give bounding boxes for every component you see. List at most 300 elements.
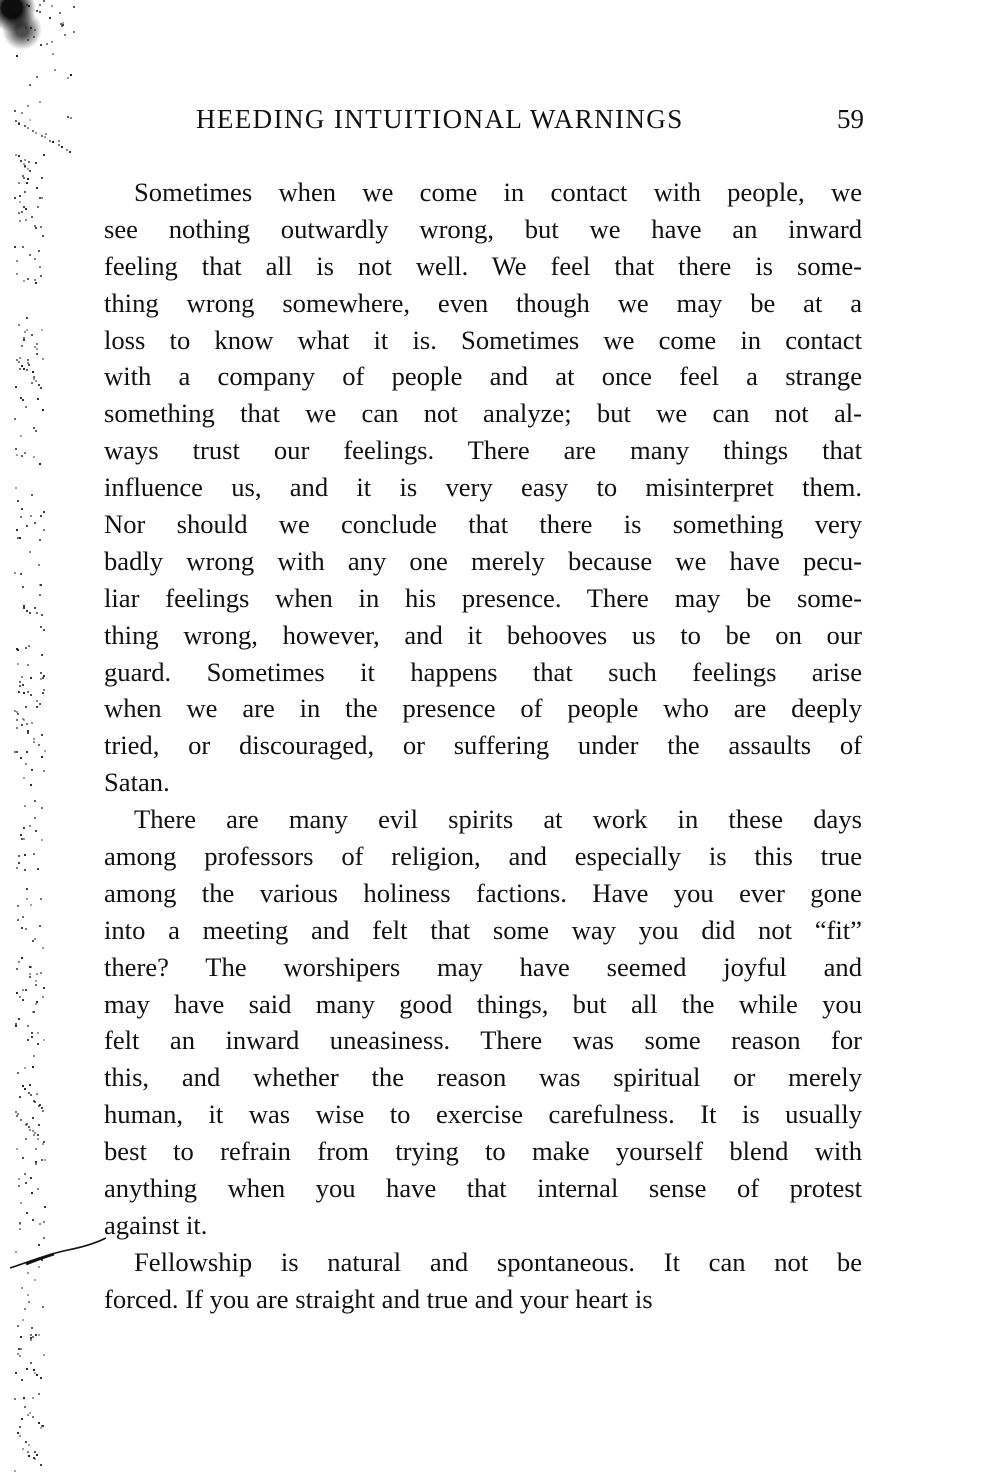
scan-speck <box>20 160 22 162</box>
scan-speck <box>34 225 36 227</box>
scan-speck <box>27 127 29 129</box>
scan-speck <box>20 1119 22 1121</box>
scan-speck <box>39 594 41 596</box>
scan-speck <box>17 919 19 921</box>
scan-speck <box>30 27 32 29</box>
scan-speck <box>39 925 41 927</box>
text-line: tried, or discouraged, or suffering under the assaults of <box>104 730 862 761</box>
scan-speck <box>19 201 21 203</box>
scan-speck <box>31 1032 33 1034</box>
paragraph <box>104 801 862 1244</box>
scan-speck <box>36 706 38 708</box>
scan-speck <box>39 101 41 103</box>
scan-speck <box>26 751 28 753</box>
scan-speck <box>15 386 17 388</box>
scan-speck <box>19 1228 21 1230</box>
scan-speck <box>36 1454 38 1456</box>
scan-speck <box>24 1173 26 1175</box>
scan-speck <box>26 888 28 890</box>
scan-speck <box>44 136 46 138</box>
scan-speck <box>31 1327 33 1329</box>
scan-speck <box>27 664 29 666</box>
scan-speck <box>29 973 31 975</box>
scan-speck <box>27 178 29 180</box>
scan-speck <box>30 1337 32 1339</box>
scan-speck <box>24 125 26 127</box>
scan-speck <box>29 551 31 553</box>
scan-speck <box>27 691 29 693</box>
scan-speck <box>33 456 35 458</box>
scan-speck <box>37 1032 39 1034</box>
body-text <box>104 174 862 1318</box>
scan-speck <box>51 5 53 7</box>
scan-speck <box>32 1066 34 1068</box>
scan-speck <box>43 689 45 691</box>
scan-speck <box>14 110 16 112</box>
scan-speck <box>36 343 38 345</box>
scan-speck <box>14 197 16 199</box>
scan-speck <box>39 11 41 13</box>
text-line: when we are in the presence of people who are deeply <box>104 693 862 724</box>
scan-speck <box>28 5 30 7</box>
scan-speck <box>43 770 45 772</box>
scan-speck <box>52 53 54 55</box>
scan-speck <box>39 266 41 268</box>
scan-speck <box>20 1336 22 1338</box>
scan-speck <box>36 1093 38 1095</box>
text-line: thing wrong, however, and it behooves us to be on our <box>104 619 862 650</box>
text-line: Satan. <box>104 767 170 798</box>
scan-speck <box>28 364 30 366</box>
scan-speck <box>27 359 29 361</box>
scan-speck <box>67 77 69 79</box>
scan-speck <box>21 112 23 114</box>
running-header <box>196 104 864 138</box>
scan-speck <box>36 700 38 702</box>
text-line: There are many evil spirits at work in these days <box>134 804 862 835</box>
scan-speck <box>31 769 33 771</box>
scan-speck <box>62 24 64 26</box>
scan-speck <box>27 362 29 364</box>
scan-speck <box>22 1448 24 1450</box>
scan-speck <box>29 1412 31 1414</box>
scan-speck <box>54 69 56 71</box>
scan-speck <box>36 1001 38 1003</box>
scan-speck <box>25 1138 27 1140</box>
scan-speck <box>26 317 28 319</box>
scan-speck <box>18 324 20 326</box>
scan-speck <box>23 177 25 179</box>
scan-speck <box>35 380 37 382</box>
scan-speck <box>20 1348 22 1350</box>
scan-speck <box>42 235 44 237</box>
scan-speck <box>31 494 33 496</box>
scan-speck <box>39 539 41 541</box>
scan-speck <box>35 980 37 982</box>
scan-speck <box>32 1219 34 1221</box>
scan-speck <box>15 154 17 156</box>
scan-speck <box>40 898 42 900</box>
scan-speck <box>36 187 38 189</box>
scan-speck <box>40 1377 42 1379</box>
scan-speck <box>42 1143 44 1145</box>
scan-speck <box>30 1339 32 1341</box>
scan-speck <box>26 1212 28 1214</box>
scan-speck <box>29 612 31 614</box>
text-line: thing wrong somewhere, even though we may be at a <box>104 287 862 318</box>
scan-speck <box>32 940 34 942</box>
scan-speck <box>22 246 24 248</box>
scan-speck <box>23 337 25 339</box>
scan-speck <box>30 904 32 906</box>
scan-speck <box>22 1319 24 1321</box>
text-line: against it. <box>104 1209 208 1240</box>
scan-speck <box>33 36 35 38</box>
scan-speck <box>23 719 25 721</box>
scan-speck <box>38 1334 40 1336</box>
scan-speck <box>42 947 44 949</box>
scan-speck <box>24 854 26 856</box>
scan-speck <box>17 663 19 665</box>
scan-speck <box>25 219 27 221</box>
scan-speck <box>43 511 45 513</box>
scan-speck <box>20 516 22 518</box>
scan-speck <box>34 1451 36 1453</box>
scan-speck <box>21 957 23 959</box>
scan-speck <box>36 1374 38 1376</box>
scan-speck <box>16 719 18 721</box>
scan-speck <box>34 279 36 281</box>
scan-speck <box>43 0 45 2</box>
scan-speck <box>43 629 45 631</box>
text-line: something that we can not analyze; but we can not al- <box>104 398 862 429</box>
scan-speck <box>21 724 23 726</box>
scan-speck <box>49 17 51 19</box>
scan-speck <box>18 961 20 963</box>
scan-speck <box>24 191 26 193</box>
scan-speck <box>29 254 31 256</box>
text-line: influence us, and it is very easy to misinterpret them. <box>104 472 862 503</box>
scan-speck <box>25 1182 27 1184</box>
scan-speck <box>22 916 24 918</box>
scan-speck <box>22 684 24 686</box>
scan-speck <box>19 1222 21 1224</box>
scan-speck <box>21 345 23 347</box>
scan-speck <box>19 1096 21 1098</box>
scan-speck <box>28 1455 30 1457</box>
scan-speck <box>18 691 20 693</box>
scan-speck <box>15 448 17 450</box>
scan-speck <box>19 537 21 539</box>
scan-speck <box>19 681 21 683</box>
scan-speck <box>17 1432 19 1434</box>
text-line: among professors of religion, and especially is this true <box>104 841 862 872</box>
scan-speck <box>41 1107 43 1109</box>
scan-speck <box>18 155 20 157</box>
text-line: feeling that all is not well. We feel that there is some- <box>104 250 862 281</box>
scan-speck <box>20 573 22 575</box>
scan-speck <box>30 677 32 679</box>
scan-speck <box>26 182 28 184</box>
scan-speck <box>26 723 28 725</box>
scan-speck <box>34 1101 36 1103</box>
scan-speck <box>33 741 35 743</box>
scan-speck <box>32 1416 34 1418</box>
scan-speck <box>20 435 22 437</box>
scan-speck <box>38 744 40 746</box>
scan-speck <box>37 1138 39 1140</box>
scan-speck <box>18 1185 20 1187</box>
scan-speck <box>18 361 20 363</box>
scan-speck <box>29 966 31 968</box>
scan-speck <box>27 1025 29 1027</box>
scan-speck <box>24 1088 26 1090</box>
scan-speck <box>35 162 37 164</box>
scan-speck <box>41 329 43 331</box>
scan-speck <box>36 10 38 12</box>
text-line: see nothing outwardly wrong, but we have an inward <box>104 213 862 244</box>
scan-speck <box>29 976 31 978</box>
text-line: there? The worshipers may have seemed joyful and <box>104 951 862 982</box>
scan-speck <box>70 74 72 76</box>
scan-speck <box>35 132 37 134</box>
scan-speck <box>40 1427 42 1429</box>
scan-speck <box>17 713 19 715</box>
scan-speck <box>25 208 27 210</box>
scan-speck <box>17 500 19 502</box>
scan-speck <box>21 508 23 510</box>
scan-speck <box>40 584 42 586</box>
scan-speck <box>17 1325 19 1327</box>
scan-speck <box>46 43 48 45</box>
scan-speck <box>21 676 23 678</box>
scan-speck <box>23 827 25 829</box>
scan-speck <box>40 972 42 974</box>
scan-speck <box>18 123 20 125</box>
scan-speck <box>66 149 68 151</box>
scan-speck <box>14 246 16 248</box>
pen-stroke-mark <box>8 1236 108 1276</box>
scan-speck <box>34 29 36 31</box>
scan-speck <box>25 27 27 29</box>
scan-speck <box>31 216 33 218</box>
scan-speck <box>42 409 44 411</box>
text-line: forced. If you are straight and true and your heart is <box>104 1283 653 1314</box>
scan-speck <box>73 31 75 33</box>
scan-speck <box>24 331 26 333</box>
scan-speck <box>18 1178 20 1180</box>
text-line: Fellowship is natural and spontaneous. It can not be <box>134 1246 862 1277</box>
scan-speck <box>20 834 22 836</box>
text-line: best to refrain from trying to make yourself blend with <box>104 1136 862 1167</box>
scan-speck <box>24 452 26 454</box>
text-line: among the various holiness factions. Have you ever gone <box>104 877 862 908</box>
scan-speck <box>31 334 33 336</box>
scan-speck <box>37 1188 39 1190</box>
scan-speck <box>21 927 23 929</box>
scan-speck <box>22 1157 24 1159</box>
scan-speck <box>23 1397 25 1399</box>
scan-speck <box>40 44 42 46</box>
text-line: badly wrong with any one merely because we have pecu- <box>104 545 862 576</box>
text-line: into a meeting and felt that some way you did not “fit” <box>104 914 862 945</box>
text-line: anything when you have that internal sense of protest <box>104 1173 862 1204</box>
scan-speck <box>32 1117 34 1119</box>
scan-speck <box>26 369 28 371</box>
text-line: may have said many good things, but all the while you <box>104 988 862 1019</box>
scan-speck <box>39 1223 41 1225</box>
scan-speck <box>61 146 63 148</box>
text-line: Sometimes when we come in contact with people, we <box>134 177 862 207</box>
scan-speck <box>43 1039 45 1041</box>
scan-speck <box>41 614 43 616</box>
scan-speck <box>14 751 16 753</box>
scan-speck <box>40 515 42 517</box>
scan-speck <box>35 227 37 229</box>
scan-speck <box>22 399 24 401</box>
scan-speck <box>33 427 35 429</box>
running-title: HEEDING INTUITIONAL WARNINGS <box>196 104 684 134</box>
scan-speck <box>40 672 42 674</box>
scan-speck <box>69 151 71 153</box>
scan-speck <box>18 182 20 184</box>
scan-speck <box>43 529 45 531</box>
scan-speck <box>37 1134 39 1136</box>
scan-speck <box>38 1393 40 1395</box>
text-line: guard. Sometimes it happens that such feelings arise <box>104 656 862 687</box>
scan-speck <box>43 1354 45 1356</box>
scan-speck <box>35 1161 37 1163</box>
scan-speck <box>59 12 61 14</box>
scan-speck <box>28 645 30 647</box>
scan-speck <box>26 898 28 900</box>
scan-speck <box>35 1334 37 1336</box>
scan-speck <box>42 1110 44 1112</box>
scan-speck <box>27 39 29 41</box>
scan-speck <box>16 260 18 262</box>
scan-speck <box>27 1451 29 1453</box>
scan-speck <box>40 275 42 277</box>
scan-speck <box>38 250 40 252</box>
scan-speck <box>32 371 34 373</box>
scan-speck <box>33 853 35 855</box>
scan-speck <box>25 1441 27 1443</box>
scan-speck <box>26 1368 28 1370</box>
scan-speck <box>17 1113 19 1115</box>
scan-speck <box>18 212 20 214</box>
scan-speck <box>43 154 45 156</box>
scan-speck <box>16 454 18 456</box>
scan-speck <box>16 55 18 57</box>
scan-speck <box>29 1129 31 1131</box>
scan-speck <box>35 1003 37 1005</box>
scan-speck <box>29 1084 31 1086</box>
scan-speck <box>41 197 43 199</box>
scan-speck <box>23 777 25 779</box>
scan-speck <box>21 1379 23 1381</box>
scan-speck <box>18 1018 20 1020</box>
scan-speck <box>34 817 36 819</box>
scan-speck <box>27 1414 29 1416</box>
scan-speck <box>19 220 21 222</box>
paragraph <box>104 1244 862 1318</box>
scan-speck <box>34 1132 36 1134</box>
scan-speck <box>36 973 38 975</box>
scan-speck <box>35 282 37 284</box>
scan-speck <box>24 165 26 167</box>
scan-speck <box>42 1306 44 1308</box>
scan-speck <box>22 586 24 588</box>
scan-speck <box>73 6 75 8</box>
scan-speck <box>24 159 26 161</box>
scan-speck <box>30 1362 32 1364</box>
scan-speck <box>15 1372 17 1374</box>
scan-speck <box>16 867 18 869</box>
scan-speck <box>37 1043 39 1045</box>
scan-speck <box>41 734 43 736</box>
scan-speck <box>24 1406 26 1408</box>
scan-speck <box>34 607 36 609</box>
scan-speck <box>45 133 47 135</box>
scan-speck <box>32 130 34 132</box>
scan-speck <box>22 999 24 1001</box>
text-line: human, it was wise to exercise carefulness. It is usually <box>104 1099 862 1130</box>
scan-speck <box>41 807 43 809</box>
scan-speck <box>16 1148 18 1150</box>
scan-speck <box>32 1336 34 1338</box>
scan-speck <box>16 529 18 531</box>
scan-speck <box>39 463 41 465</box>
scan-speck <box>40 387 42 389</box>
scan-speck <box>21 455 23 457</box>
scan-speck <box>37 206 39 208</box>
scan-speck <box>29 170 31 172</box>
scan-speck <box>31 1192 33 1194</box>
scan-speck <box>35 430 37 432</box>
scan-speck <box>18 862 20 864</box>
scan-speck <box>30 515 32 517</box>
scan-speck <box>15 1023 17 1025</box>
scan-speck <box>30 1094 32 1096</box>
scan-speck <box>25 989 27 991</box>
scan-speck <box>41 839 43 841</box>
scan-speck <box>41 756 43 758</box>
scan-speck <box>19 368 21 370</box>
scan-speck <box>15 487 17 489</box>
scan-speck <box>35 984 37 986</box>
scan-speck <box>21 211 23 213</box>
scan-speck <box>52 141 54 143</box>
scan-speck <box>38 1422 40 1424</box>
scan-speck <box>70 117 72 119</box>
scan-speck <box>24 1308 26 1310</box>
scan-speck <box>34 800 36 802</box>
scan-speck <box>64 34 66 36</box>
scan-speck <box>40 1464 42 1466</box>
scan-speck <box>19 685 21 687</box>
scan-speck <box>43 987 45 989</box>
scan-speck <box>27 105 29 107</box>
scan-speck <box>14 710 16 712</box>
scan-speck <box>27 1039 29 1041</box>
scan-speck <box>24 805 26 807</box>
text-line: liar feelings when in his presence. There may be some- <box>104 582 862 613</box>
scan-speck <box>37 398 39 400</box>
scan-speck <box>31 1036 33 1038</box>
scan-speck <box>24 1067 26 1069</box>
scan-speck <box>16 727 18 729</box>
scan-speck <box>25 406 27 408</box>
